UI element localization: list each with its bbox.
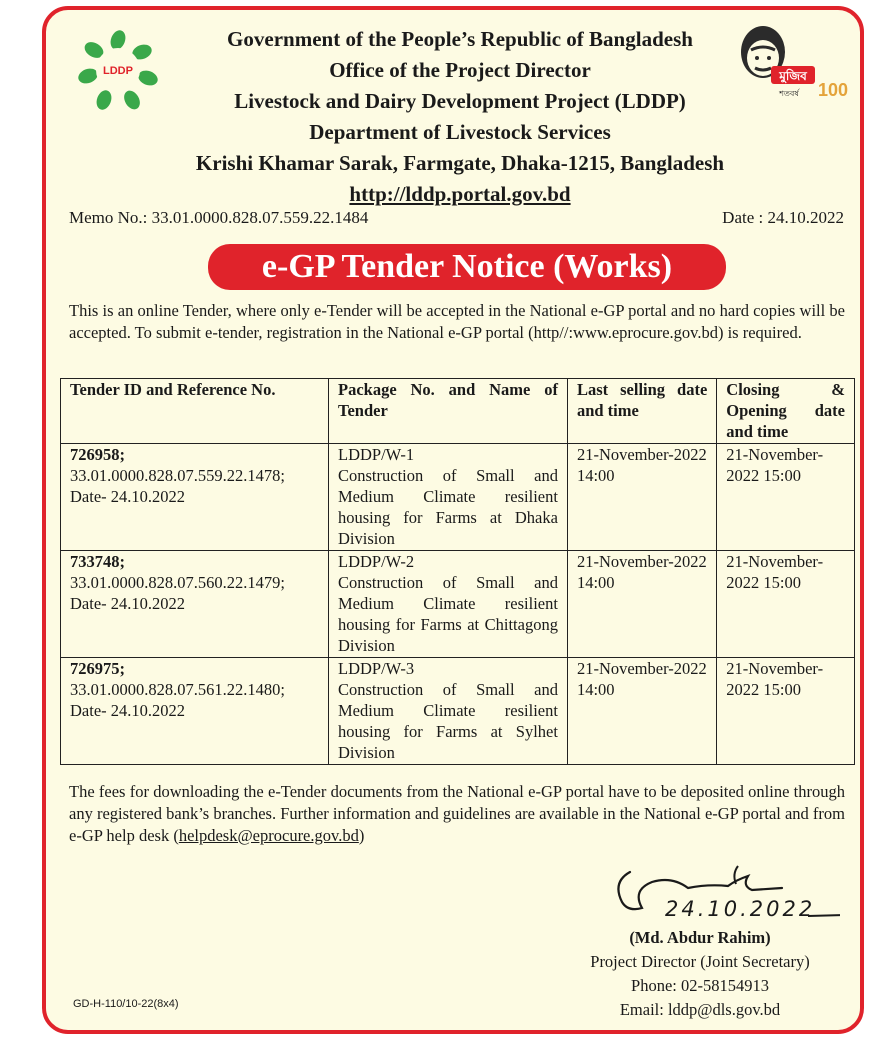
header-address: Krishi Khamar Sarak, Farmgate, Dhaka-1215, Bangladesh: [195, 151, 725, 175]
mujib-text: মুজিব: [779, 69, 807, 83]
package-cell: [328, 444, 567, 551]
tender-ref: 33.01.0000.828.07.561.22.1480;: [70, 680, 285, 700]
signatory-block: [555, 926, 845, 1022]
gd-code: GD-H-110/10-22(8x4): [73, 998, 179, 1010]
tender-id-cell: [61, 551, 329, 658]
fees-end: ): [358, 826, 365, 845]
header-url-link[interactable]: http://lddp.portal.gov.bd: [349, 182, 571, 206]
col-header-tender-id: Tender ID and Reference No.: [61, 379, 329, 444]
fees-paragraph: [69, 781, 845, 847]
package-no: LDDP/W-1: [337, 445, 415, 465]
lddp-logo: [78, 30, 158, 110]
tender-table: [60, 378, 855, 765]
col-header-package: Package No. and Name of Tender: [328, 379, 567, 444]
tender-id: 733748;: [70, 552, 125, 572]
table-row: [61, 444, 855, 551]
fees-text: The fees for downloading the e-Tender documents from the National e-GP portal have to be deposited online through any registered bank’s branches. Further information and guidelines are available in the National e-GP portal and from e-GP help desk (: [69, 782, 846, 845]
col-header-last-selling: Last selling date and time: [567, 379, 716, 444]
last-selling-cell: 21-November-2022 14:00: [567, 444, 716, 551]
header-department: Department of Livestock Services: [309, 120, 611, 144]
closing-cell: 21-November-2022 15:00: [717, 658, 855, 765]
tender-id-cell: [61, 444, 329, 551]
package-name: Construction of Small and Medium Climate resilient housing for Farms at Chittagong Division: [337, 573, 558, 655]
logo-text: LDDP: [103, 65, 133, 77]
signature-date: 24.10.2022: [665, 897, 816, 921]
table-row: [61, 551, 855, 658]
tender-ref-date: Date- 24.10.2022: [70, 486, 186, 506]
helpdesk-email-link[interactable]: helpdesk@eprocure.gov.bd: [178, 826, 359, 845]
notice-title: e-GP Tender Notice (Works): [208, 244, 726, 290]
header-office: Office of the Project Director: [329, 58, 591, 82]
memo-date: Date : 24.10.2022: [722, 208, 844, 227]
tender-id: 726958;: [70, 445, 125, 465]
last-selling-cell: 21-November-2022 14:00: [567, 658, 716, 765]
package-name: Construction of Small and Medium Climate resilient housing for Farms at Dhaka Division: [337, 466, 558, 548]
table-header-row: [61, 379, 855, 444]
package-no: LDDP/W-2: [337, 552, 415, 572]
signatory-title: Project Director (Joint Secretary): [590, 952, 810, 971]
table-row: [61, 658, 855, 765]
closing-cell: 21-November-2022 15:00: [717, 551, 855, 658]
package-no: LDDP/W-3: [337, 659, 415, 679]
package-cell: [328, 658, 567, 765]
last-selling-cell: 21-November-2022 14:00: [567, 551, 716, 658]
col-header-closing: Closing & Opening date and time: [717, 379, 855, 444]
header-government: Government of the People’s Republic of Bangladesh: [227, 27, 693, 51]
package-cell: [328, 551, 567, 658]
signatory-phone: Phone: 02-58154913: [631, 976, 769, 995]
signatory-name: (Md. Abdur Rahim): [629, 928, 771, 947]
tender-ref-date: Date- 24.10.2022: [70, 700, 186, 720]
tender-ref-date: Date- 24.10.2022: [70, 593, 186, 613]
mujib-number: 100: [817, 80, 849, 100]
memo-number: Memo No.: 33.01.0000.828.07.559.22.1484: [69, 208, 369, 227]
header-project: Livestock and Dairy Development Project (LDDP): [234, 89, 686, 113]
tender-id-cell: [61, 658, 329, 765]
signatory-email: Email: lddp@dls.gov.bd: [619, 1000, 781, 1019]
mujib-sub: শতবর্ষ: [779, 89, 799, 98]
tender-ref: 33.01.0000.828.07.559.22.1478;: [70, 466, 285, 486]
intro-paragraph: This is an online Tender, where only e-Tender will be accepted in the National e-GP portal and no hard copies will be accepted. To submit e-tender, registration in the National e-GP portal (http//:www.eprocure.gov.bd) is required.: [69, 301, 845, 342]
tender-id: 726975;: [70, 659, 125, 679]
tender-ref: 33.01.0000.828.07.560.22.1479;: [70, 573, 285, 593]
closing-cell: 21-November-2022 15:00: [717, 444, 855, 551]
package-name: Construction of Small and Medium Climate resilient housing for Farms at Sylhet Division: [337, 680, 558, 762]
